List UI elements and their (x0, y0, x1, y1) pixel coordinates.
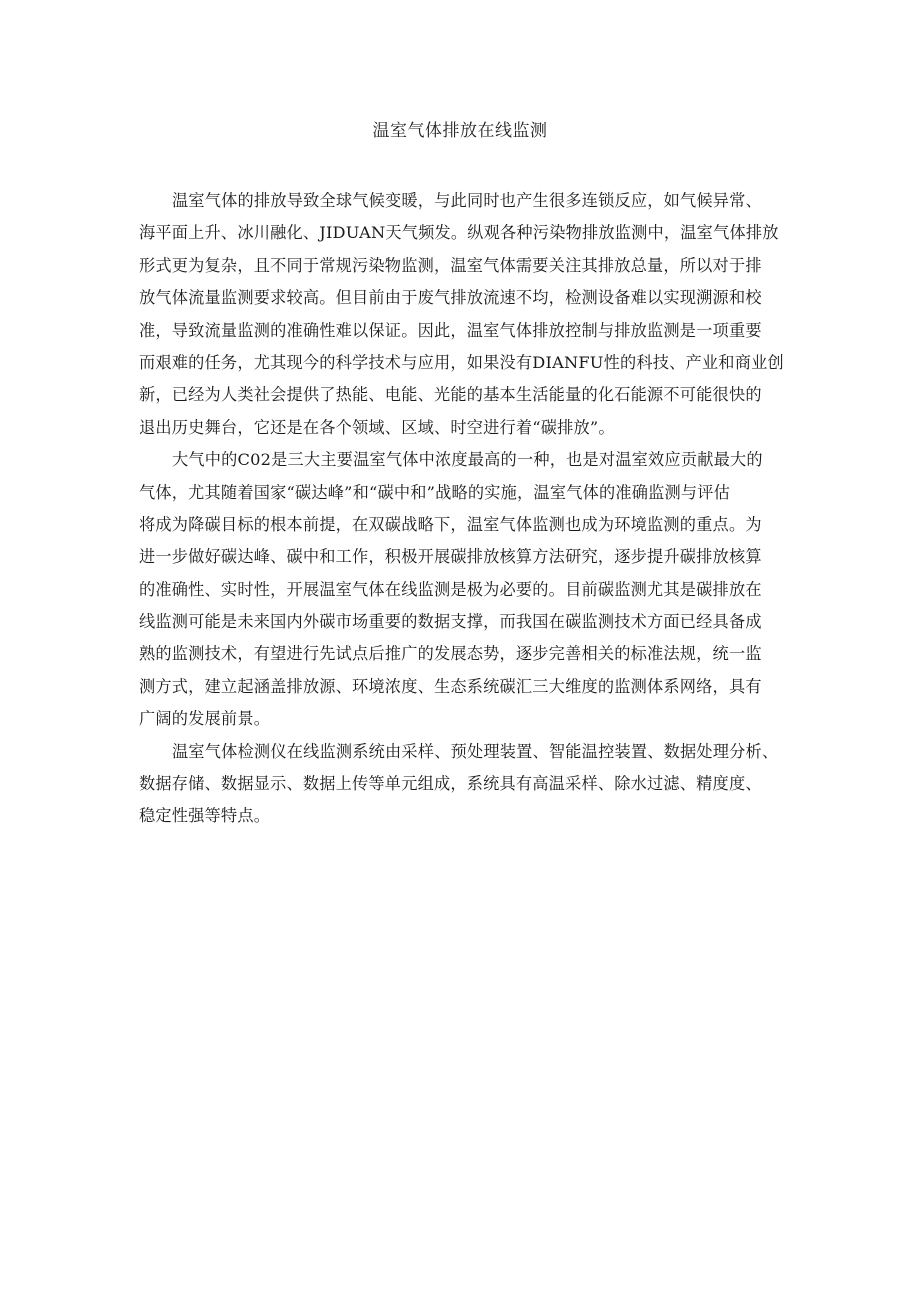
text-line: 进一步做好碳达峰、碳中和工作，积极开展碳排放核算方法研究，逐步提升碳排放核算 (139, 547, 762, 567)
text-line: 气体，尤其随着国家“碳达峰”和“碳中和”战略的实施，温室气体的准确监测与评估 (139, 482, 731, 502)
text-line: 准，导致流量监测的准确性难以保证。因此，温室气体排放控制与排放监测是一项重要 (139, 320, 762, 340)
text-line: 形式更为复杂，且不同于常规污染物监测，温室气体需要关注其排放总量，所以对于排 (139, 255, 762, 275)
text-line: 温室气体检测仪在线监测系统由采样、预处理装置、智能温控装置、数据处理分析、 (172, 741, 779, 761)
text-line: 放气体流量监测要求较高。但目前由于废气排放流速不均，检测设备难以实现溯源和校 (139, 288, 762, 308)
text-line: 熟的监测技术，有望进行先试点后推广的发展态势，逐步完善相关的标准法规，统一监 (139, 644, 762, 664)
text-line: 稳定性强等特点。 (139, 806, 271, 826)
text-line: 将成为降碳目标的根本前提，在双碳战略下，温室气体监测也成为环境监测的重点。为 (139, 514, 762, 534)
document-body (139, 185, 789, 833)
text-line: 海平面上升、冰川融化、JIDUAN天气频发。纵观各种污染物排放监测中，温室气体排放 (139, 223, 779, 243)
text-line: 而艰难的任务，尤其现今的科学技术与应用，如果没有DIANFU性的科技、产业和商业创 (139, 352, 784, 372)
text-line: 温室气体的排放导致全球气候变暖，与此同时也产生很多连锁反应，如气候异常、 (172, 191, 762, 210)
text-line: 的准确性、实时性，开展温室气体在线监测是极为必要的。目前碳监测尤其是碳排放在 (139, 579, 762, 599)
text-line: 大气中的C02是三大主要温室气体中浓度最高的一种，也是对温室效应贡献最大的 (172, 450, 763, 470)
paragraph-1 (139, 185, 789, 444)
paragraph-3 (139, 736, 789, 833)
text-line: 线监测可能是未来国内外碳市场重要的数据支撑，而我国在碳监测技术方面已经具备成 (139, 612, 762, 632)
document-title: 温室气体排放在线监测 (372, 121, 548, 141)
paragraph-2 (139, 444, 789, 736)
text-line: 测方式，建立起涵盖排放源、环境浓度、生态系统碳汇三大维度的监测体系网络，具有 (139, 676, 762, 696)
text-line: 新，已经为人类社会提供了热能、电能、光能的基本生活能量的化石能源不可能很快的 (139, 385, 762, 405)
text-line: 退出历史舞台，它还是在各个领域、区域、时空进行着“碳排放”。 (139, 417, 615, 437)
text-line: 数据存储、数据显示、数据上传等单元组成，系统具有高温采样、除水过滤、精度度、 (139, 774, 762, 794)
text-line: 广阔的发展前景。 (139, 709, 271, 729)
